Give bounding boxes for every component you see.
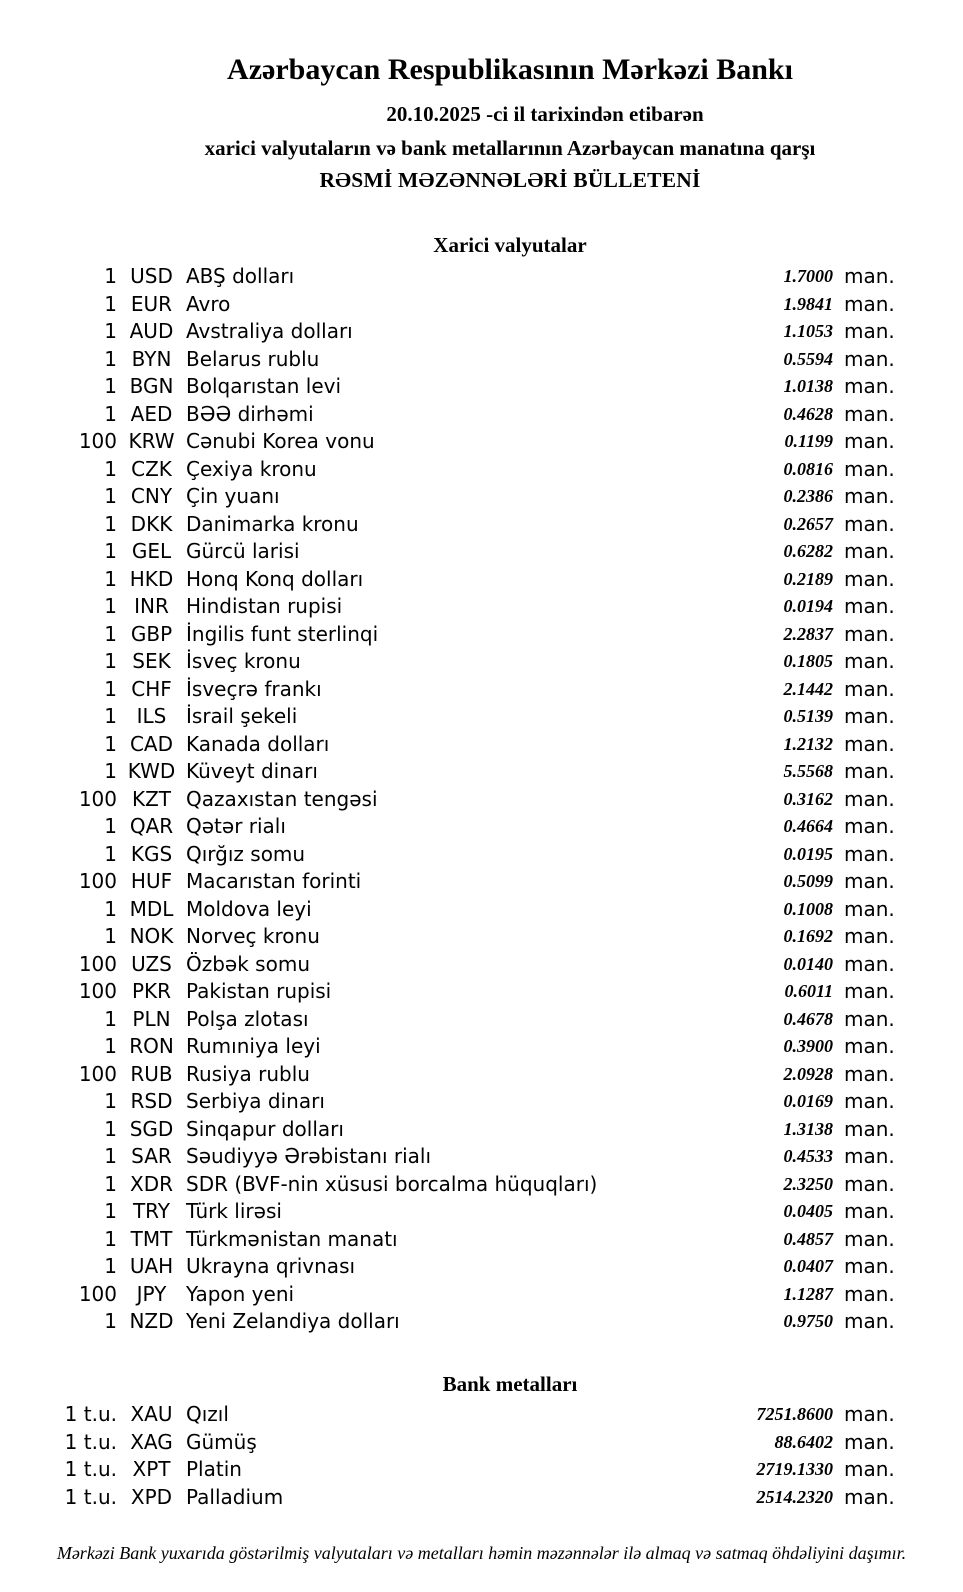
- currency-qty: 1: [104, 511, 117, 536]
- currency-name: Çexiya kronu: [186, 456, 317, 481]
- currency-code: BGN: [129, 374, 174, 398]
- currency-rate: 1.3138: [783, 1118, 833, 1139]
- currency-code: ILS: [136, 704, 167, 728]
- currency-unit: man.: [844, 704, 895, 728]
- currency-name: SDR (BVF-nin xüsusi borcalma hüquqları): [186, 1171, 598, 1196]
- currency-row: [0, 923, 963, 951]
- currency-row: [0, 1171, 963, 1199]
- currency-unit: man.: [844, 1199, 895, 1223]
- currency-code: BYN: [131, 346, 172, 371]
- currency-name: Moldova leyi: [186, 896, 312, 921]
- metal-unit: man.: [844, 1402, 895, 1426]
- currency-row: [0, 648, 963, 676]
- currency-row: [0, 593, 963, 621]
- currency-name: Rumıniya leyi: [186, 1034, 321, 1058]
- currency-row: [0, 346, 963, 374]
- currencies-section-heading: Xarici valyutalar: [433, 233, 587, 257]
- currency-code: CNY: [130, 484, 173, 508]
- currency-qty: 1: [104, 566, 117, 591]
- currency-qty: 1: [104, 814, 117, 838]
- currency-qty: 1: [104, 291, 117, 316]
- currency-qty: 1: [104, 1254, 117, 1278]
- currency-rate: 0.2189: [783, 568, 833, 589]
- currency-row: [0, 483, 963, 511]
- currency-name: Küveyt dinarı: [186, 759, 318, 783]
- currency-name: Çin yuanı: [186, 484, 280, 508]
- currency-qty: 100: [78, 786, 117, 811]
- currency-unit: man.: [844, 594, 895, 618]
- currency-unit: man.: [844, 814, 895, 838]
- currency-unit: man.: [844, 1309, 895, 1333]
- currency-row: [0, 566, 963, 594]
- currency-name: Sinqapur dolları: [186, 1116, 344, 1141]
- currency-qty: 1: [104, 539, 117, 563]
- currency-unit: man.: [844, 291, 895, 316]
- currency-rate: 2.1442: [783, 678, 833, 699]
- currency-rate: 5.5568: [783, 761, 833, 781]
- currency-code: AUD: [129, 319, 174, 343]
- metal-qty: 1 t.u.: [64, 1429, 117, 1454]
- currency-row: [0, 1061, 963, 1089]
- currency-code: SEK: [132, 649, 171, 673]
- currency-unit: man.: [844, 649, 895, 673]
- currency-name: ABŞ dolları: [186, 264, 295, 288]
- currency-rate: 1.0138: [783, 376, 833, 396]
- currency-row: [0, 868, 963, 896]
- currency-rate: 0.5139: [783, 706, 833, 726]
- currency-unit: man.: [844, 786, 895, 811]
- metal-rate: 88.6402: [774, 1431, 833, 1452]
- currency-qty: 1: [104, 1089, 117, 1113]
- footer-note: Mərkəzi Bank yuxarıda göstərilmiş valyutaları və metalları həmin məzənnələr ilə almaq və satmaq öhdəliyini daşımır.: [56, 1543, 907, 1563]
- currency-rate: 0.0140: [783, 953, 833, 974]
- metal-unit: man.: [844, 1484, 895, 1509]
- currency-rate: 0.3900: [783, 1036, 833, 1056]
- currency-unit: man.: [844, 869, 895, 893]
- currency-row: [0, 1198, 963, 1226]
- currency-rate: 0.0405: [783, 1201, 833, 1221]
- currency-row: [0, 1226, 963, 1254]
- currency-unit: man.: [844, 374, 895, 398]
- currency-row: [0, 318, 963, 346]
- currency-rate: 1.2132: [783, 733, 833, 754]
- currency-rate: 1.1287: [783, 1283, 833, 1304]
- currency-name: Özbək somu: [186, 951, 310, 976]
- currency-name: İsrail şekeli: [186, 704, 298, 728]
- currency-unit: man.: [844, 896, 895, 921]
- currency-unit: man.: [844, 511, 895, 536]
- currency-rate: 0.4678: [783, 1008, 833, 1029]
- currency-code: EUR: [130, 291, 173, 316]
- metals-section-heading: Bank metalları: [442, 1372, 578, 1396]
- currency-unit: man.: [844, 841, 895, 866]
- currency-qty: 1: [104, 1034, 117, 1058]
- currency-code: PKR: [131, 979, 172, 1003]
- currency-name: İsveçrə frankı: [186, 676, 322, 701]
- metal-rate: 2719.1330: [756, 1459, 833, 1479]
- currency-unit: man.: [844, 1144, 895, 1168]
- currency-unit: man.: [844, 566, 895, 591]
- currency-rate: 0.0816: [783, 458, 833, 479]
- currency-unit: man.: [844, 676, 895, 701]
- currency-unit: man.: [844, 319, 895, 343]
- currency-qty: 1: [104, 759, 117, 783]
- currency-code: GEL: [131, 539, 172, 563]
- currency-rate: 0.1199: [784, 431, 833, 451]
- currency-code: TMT: [130, 1226, 173, 1251]
- currency-unit: man.: [844, 484, 895, 508]
- currency-row: [0, 373, 963, 401]
- currency-unit: man.: [844, 401, 895, 426]
- metal-unit: man.: [844, 1457, 895, 1481]
- currency-unit: man.: [844, 346, 895, 371]
- currency-unit: man.: [844, 1061, 895, 1086]
- currency-rate: 0.1008: [783, 898, 833, 919]
- currency-row: [0, 291, 963, 319]
- currency-qty: 100: [78, 951, 117, 976]
- currency-code: NOK: [129, 924, 174, 948]
- currency-unit: man.: [844, 951, 895, 976]
- currency-rate: 0.0407: [783, 1256, 833, 1276]
- currency-code: HKD: [129, 566, 174, 591]
- currency-rate: 1.1053: [783, 321, 833, 341]
- currency-row: [0, 1116, 963, 1144]
- currency-code: PLN: [132, 1006, 171, 1031]
- currency-code: UZS: [131, 951, 172, 976]
- currency-row: [0, 456, 963, 484]
- currency-code: QAR: [129, 814, 174, 838]
- currency-code: GBP: [130, 621, 173, 646]
- metal-code: XPT: [132, 1457, 171, 1481]
- currency-code: JPY: [136, 1281, 167, 1306]
- currency-rate: 2.3250: [783, 1173, 833, 1194]
- currency-rate: 0.2657: [783, 513, 833, 534]
- currency-unit: man.: [844, 1034, 895, 1058]
- currency-row: [0, 758, 963, 786]
- currency-row: [0, 896, 963, 924]
- currency-name: BƏƏ dirhəmi: [186, 401, 314, 426]
- metal-row: [0, 1429, 963, 1457]
- currency-code: CAD: [129, 731, 174, 756]
- currency-unit: man.: [844, 429, 895, 453]
- currency-code: INR: [134, 594, 169, 618]
- currency-rate: 2.2837: [783, 623, 833, 644]
- currency-code: MDL: [129, 896, 174, 921]
- metal-rate: 7251.8600: [756, 1404, 833, 1424]
- currency-unit: man.: [844, 1116, 895, 1141]
- currency-rate: 0.4628: [783, 403, 833, 424]
- bulletin-heading: RƏSMİ MƏZƏNNƏLƏRİ BÜLLETENİ: [319, 168, 701, 192]
- currency-rates-table: [0, 263, 963, 1336]
- currency-unit: man.: [844, 979, 895, 1003]
- metal-row: [0, 1401, 963, 1429]
- metal-name: Gümüş: [186, 1429, 257, 1454]
- currency-code: SGD: [129, 1116, 174, 1141]
- currency-name: Avro: [186, 291, 231, 316]
- currency-qty: 1: [104, 1199, 117, 1223]
- currency-row: [0, 511, 963, 539]
- currency-qty: 1: [104, 1226, 117, 1251]
- currency-rate: 1.9841: [783, 293, 833, 314]
- currency-name: Avstraliya dolları: [186, 319, 353, 343]
- currency-row: [0, 786, 963, 814]
- currency-row: [0, 703, 963, 731]
- currency-row: [0, 1308, 963, 1336]
- currency-unit: man.: [844, 759, 895, 783]
- currency-name: Qırğız somu: [186, 841, 306, 866]
- currency-name: Honq Konq dolları: [186, 566, 364, 591]
- currency-unit: man.: [844, 264, 895, 288]
- currency-rate: 0.4533: [783, 1146, 833, 1166]
- currency-rate: 0.6011: [784, 981, 833, 1001]
- currency-code: TRY: [132, 1199, 171, 1223]
- currency-row: [0, 263, 963, 291]
- currency-code: SAR: [131, 1144, 172, 1168]
- currency-unit: man.: [844, 1089, 895, 1113]
- currency-code: XDR: [130, 1171, 173, 1196]
- currency-unit: man.: [844, 456, 895, 481]
- currency-rate: 0.9750: [783, 1311, 833, 1331]
- metal-row: [0, 1456, 963, 1484]
- currency-unit: man.: [844, 924, 895, 948]
- currency-row: [0, 538, 963, 566]
- currency-unit: man.: [844, 1281, 895, 1306]
- effective-date-line: 20.10.2025 -ci il tarixindən etibarən: [386, 102, 704, 126]
- currency-rate: 0.4857: [783, 1228, 833, 1249]
- currency-qty: 1: [104, 896, 117, 921]
- currency-name: Səudiyyə Ərəbistanı rialı: [186, 1144, 432, 1168]
- currency-qty: 1: [104, 731, 117, 756]
- currency-name: Belarus rublu: [186, 346, 320, 371]
- metal-code: XPD: [130, 1484, 173, 1509]
- currency-qty: 1: [104, 594, 117, 618]
- currency-code: RON: [129, 1034, 174, 1058]
- metal-name: Palladium: [186, 1484, 284, 1509]
- currency-unit: man.: [844, 731, 895, 756]
- currency-qty: 1: [104, 374, 117, 398]
- currency-qty: 1: [104, 1171, 117, 1196]
- currency-qty: 100: [78, 979, 117, 1003]
- currency-rate: 0.5099: [783, 871, 833, 891]
- currency-name: Hindistan rupisi: [186, 594, 343, 618]
- currency-rate: 0.1692: [783, 926, 833, 946]
- currency-row: [0, 731, 963, 759]
- currency-qty: 100: [78, 1061, 117, 1086]
- currency-name: Yeni Zelandiya dolları: [186, 1309, 400, 1333]
- currency-row: [0, 813, 963, 841]
- currency-unit: man.: [844, 1171, 895, 1196]
- currency-row: [0, 676, 963, 704]
- currency-qty: 1: [104, 704, 117, 728]
- currency-code: RSD: [130, 1089, 173, 1113]
- currency-row: [0, 1033, 963, 1061]
- currency-name: Yapon yeni: [186, 1281, 295, 1306]
- currency-rate: 0.0194: [783, 596, 833, 616]
- metal-qty: 1 t.u.: [64, 1457, 117, 1481]
- currency-unit: man.: [844, 621, 895, 646]
- currency-qty: 1: [104, 1144, 117, 1168]
- currency-name: Ukrayna qrivnası: [186, 1254, 356, 1278]
- currency-name: Macarıstan forinti: [186, 869, 362, 893]
- currency-qty: 1: [104, 676, 117, 701]
- currency-qty: 1: [104, 1116, 117, 1141]
- metal-name: Qızıl: [186, 1402, 229, 1426]
- currency-rate: 0.1805: [783, 651, 833, 671]
- metal-row: [0, 1484, 963, 1512]
- currency-qty: 1: [104, 484, 117, 508]
- currency-code: KZT: [131, 786, 172, 811]
- currency-code: UAH: [129, 1254, 174, 1278]
- currency-qty: 1: [104, 924, 117, 948]
- currency-qty: 1: [104, 346, 117, 371]
- currency-unit: man.: [844, 539, 895, 563]
- currency-qty: 100: [78, 1281, 117, 1306]
- currency-code: NZD: [129, 1309, 174, 1333]
- currency-qty: 1: [104, 264, 117, 288]
- currency-name: Qazaxıstan tengəsi: [186, 786, 378, 811]
- currency-name: Qətər rialı: [186, 814, 286, 838]
- currency-code: DKK: [130, 511, 173, 536]
- currency-code: KGS: [130, 841, 173, 866]
- currency-rate: 0.2386: [783, 486, 833, 506]
- currency-rate: 0.0195: [783, 843, 833, 864]
- currency-code: KRW: [128, 429, 175, 453]
- metal-rate: 2514.2320: [756, 1486, 833, 1507]
- currency-unit: man.: [844, 1226, 895, 1251]
- currency-name: Norveç kronu: [186, 924, 320, 948]
- currency-unit: man.: [844, 1254, 895, 1278]
- currency-code: HUF: [130, 869, 173, 893]
- currency-code: CZK: [131, 456, 172, 481]
- currency-qty: 1: [104, 621, 117, 646]
- currency-name: Türk lirəsi: [186, 1199, 282, 1223]
- currency-rate: 0.6282: [783, 541, 833, 561]
- currency-name: Danimarka kronu: [186, 511, 359, 536]
- currency-rate: 2.0928: [783, 1063, 833, 1084]
- currency-name: Cənubi Korea vonu: [186, 429, 375, 453]
- currency-name: İsveç kronu: [186, 649, 301, 673]
- currency-qty: 1: [104, 1006, 117, 1031]
- currency-qty: 100: [78, 869, 117, 893]
- currency-code: KWD: [127, 759, 176, 783]
- currency-row: [0, 428, 963, 456]
- currency-name: Rusiya rublu: [186, 1061, 310, 1086]
- currency-row: [0, 401, 963, 429]
- metal-name: Platin: [186, 1457, 242, 1481]
- metal-code: XAG: [130, 1429, 173, 1454]
- currency-name: Polşa zlotası: [186, 1006, 309, 1031]
- metal-code: XAU: [130, 1402, 173, 1426]
- currency-name: Kanada dolları: [186, 731, 330, 756]
- currency-code: CHF: [131, 676, 172, 701]
- currency-rate: 0.4664: [783, 816, 833, 836]
- currency-code: AED: [130, 401, 173, 426]
- currency-row: [0, 621, 963, 649]
- currency-qty: 1: [104, 401, 117, 426]
- currency-qty: 1: [104, 649, 117, 673]
- currency-name: Bolqarıstan levi: [186, 374, 342, 398]
- currency-rate: 0.3162: [783, 788, 833, 809]
- currency-rate: 1.7000: [783, 266, 833, 286]
- currency-rate: 0.0169: [783, 1091, 833, 1111]
- currency-row: [0, 841, 963, 869]
- metal-rates-table: [0, 1401, 963, 1511]
- currency-rate: 0.5594: [783, 348, 833, 369]
- currency-unit: man.: [844, 1006, 895, 1031]
- currency-code: RUB: [130, 1061, 173, 1086]
- currency-name: Pakistan rupisi: [186, 979, 332, 1003]
- currency-row: [0, 1006, 963, 1034]
- currency-qty: 1: [104, 456, 117, 481]
- metal-qty: 1 t.u.: [64, 1484, 117, 1509]
- currency-qty: 1: [104, 841, 117, 866]
- bulletin-subtitle: xarici valyutaların və bank metallarının Azərbaycan manatına qarşı: [204, 136, 816, 160]
- currency-row: [0, 951, 963, 979]
- currency-name: Serbiya dinarı: [186, 1089, 325, 1113]
- currency-row: [0, 1143, 963, 1171]
- currency-row: [0, 1253, 963, 1281]
- currency-name: Gürcü larisi: [186, 539, 300, 563]
- metal-qty: 1 t.u.: [64, 1402, 117, 1426]
- currency-name: İngilis funt sterlinqi: [186, 621, 379, 646]
- bank-title: Azərbaycan Respublikasının Mərkəzi Bankı: [227, 53, 793, 86]
- currency-row: [0, 1281, 963, 1309]
- currency-qty: 1: [104, 1309, 117, 1333]
- currency-qty: 100: [78, 429, 117, 453]
- currency-name: Türkmənistan manatı: [186, 1226, 398, 1251]
- currency-row: [0, 1088, 963, 1116]
- currency-qty: 1: [104, 319, 117, 343]
- currency-row: [0, 978, 963, 1006]
- currency-code: USD: [130, 264, 173, 288]
- metal-unit: man.: [844, 1429, 895, 1454]
